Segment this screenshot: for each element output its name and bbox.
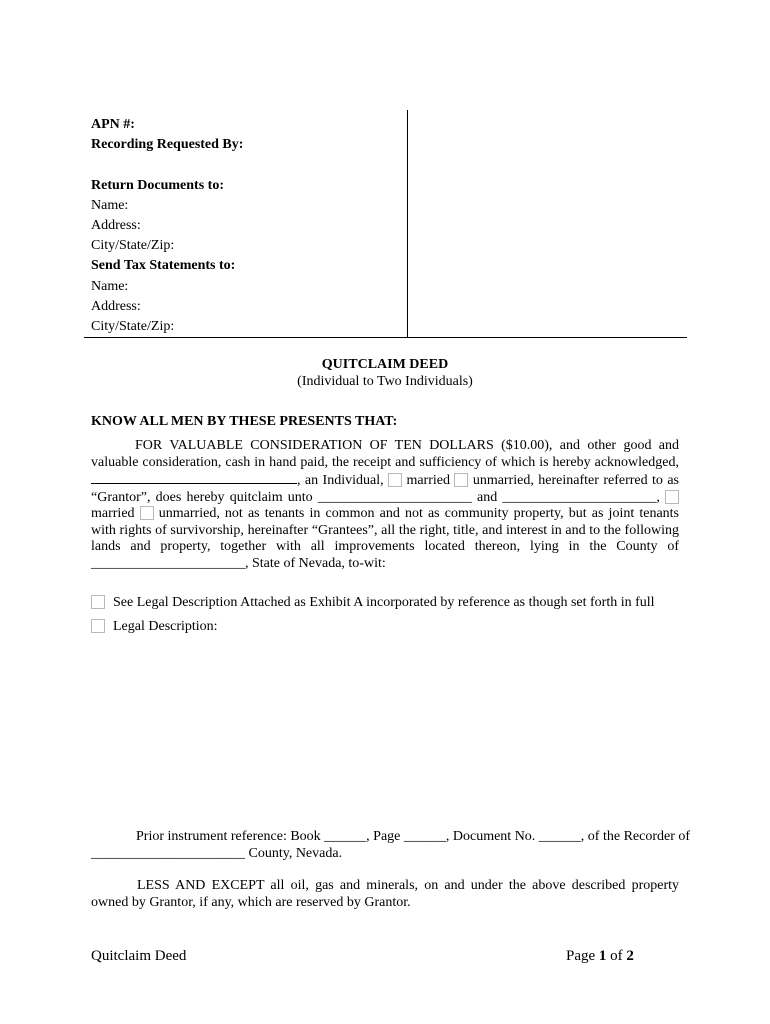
footer-page-number (566, 948, 634, 964)
grantor-name-blank[interactable] (91, 471, 297, 484)
recording-requested-label: Recording Requested By: (91, 137, 244, 152)
less-and-except-paragraph: LESS AND EXCEPT all oil, gas and minerals, on and under the above described property owned by Grantor, if any, which are reserved by Grantor. (91, 878, 679, 910)
grantees-unmarried-checkbox[interactable] (140, 506, 154, 520)
apn-label: APN #: (91, 117, 135, 132)
tax-address-label: Address: (91, 299, 141, 314)
page-prefix: Page (566, 948, 599, 964)
exhibit-a-option (91, 595, 655, 611)
grantees-married-label: married (91, 506, 135, 521)
tax-name-label: Name: (91, 279, 129, 294)
return-address-label: Address: (91, 218, 141, 233)
footer-document-title: Quitclaim Deed (91, 948, 187, 964)
grantee-a-blank[interactable]: ______________________ (317, 489, 472, 505)
an-individual-text: , an Individual, (297, 473, 384, 488)
and-text: and (476, 489, 498, 505)
total-pages: 2 (626, 948, 634, 964)
tax-city-label: City/State/Zip: (91, 319, 175, 334)
consideration-paragraph (91, 438, 679, 572)
return-city-label: City/State/Zip: (91, 238, 175, 253)
grantees-married-checkbox[interactable] (665, 490, 679, 504)
document-title: QUITCLAIM DEED (321, 357, 449, 372)
exhibit-a-label: See Legal Description Attached as Exhibit A incorporated by reference as though set forth in full (113, 595, 655, 610)
send-tax-statements-label: Send Tax Statements to: (91, 258, 236, 273)
page-of: of (606, 948, 627, 964)
prior-reference-line2: ______________________ County, Nevada. (91, 846, 343, 861)
grantee-b-blank[interactable]: ______________________, (502, 489, 660, 505)
return-name-label: Name: (91, 198, 129, 213)
state-of-nevada-text: , State of Nevada, to-wit: (245, 555, 386, 571)
document-subtitle: (Individual to Two Individuals) (297, 374, 473, 389)
legal-description-label: Legal Description: (113, 619, 218, 634)
grantor-married-label: married (406, 473, 450, 488)
current-page: 1 (598, 948, 607, 964)
return-documents-label: Return Documents to: (91, 178, 224, 193)
county-blank[interactable]: ______________________ (91, 555, 245, 571)
legal-description-checkbox[interactable] (91, 619, 105, 633)
grantor-married-checkbox[interactable] (388, 473, 402, 487)
grantor-unmarried-checkbox[interactable] (454, 473, 468, 487)
prior-reference-line1: Prior instrument reference: Book ______, Page ______, Document No. ______, of the Recorder of (136, 829, 691, 844)
header-divider-vertical (407, 110, 408, 338)
exhibit-a-checkbox[interactable] (91, 595, 105, 609)
grantees-rest-text: unmarried, not as tenants in common and not as community property, but as joint tenants with rights of survivorship, hereinafter “Grantees”, all the right, title, and interest in and to the following lands and property, together with all improvements located thereon, lying in the County of (91, 506, 680, 554)
legal-description-option (91, 619, 218, 635)
grantor-unmarried-text: unmarried, hereinafter referred to as “Grantor”, does hereby quitclaim unto (91, 473, 680, 505)
header-divider-horizontal (84, 337, 687, 338)
consideration-text: FOR VALUABLE CONSIDERATION OF TEN DOLLARS ($10.00), and other good and valuable consideration, cash in hand paid, the receipt and sufficiency of which is hereby acknowledged, (91, 438, 679, 470)
know-all-heading: KNOW ALL MEN BY THESE PRESENTS THAT: (91, 414, 398, 429)
